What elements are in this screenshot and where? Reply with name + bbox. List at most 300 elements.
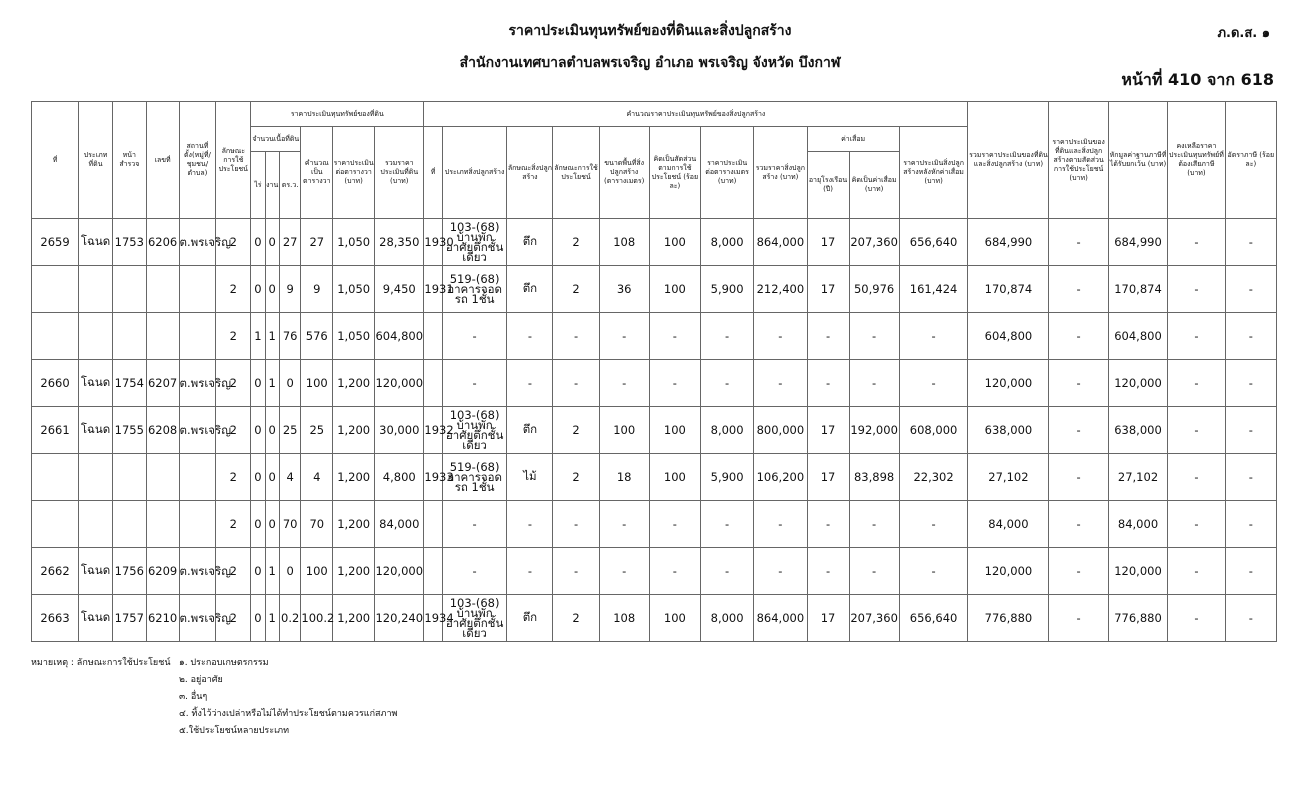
- col-building-share: คิดเป็นสัดส่วนตามการใช้ประโยชน์ (ร้อยละ): [649, 127, 700, 219]
- cell-number: [146, 313, 179, 360]
- table-row: [32, 219, 1277, 266]
- cell-price-per-wa: 1,200: [333, 360, 375, 407]
- cell-no: 2663: [32, 595, 79, 642]
- cell-location: ต.พรเจริญ: [179, 548, 216, 595]
- cell-b-share: 100: [649, 454, 700, 501]
- cell-land-use: 2: [216, 313, 251, 360]
- col-building-kind: ลักษณะสิ่งปลูกสร้าง: [507, 127, 553, 219]
- cell-b-total: 212,400: [754, 266, 807, 313]
- cell-sq-wa: 100: [301, 360, 333, 407]
- cell-land-use: 2: [216, 219, 251, 266]
- cell-location: [179, 454, 216, 501]
- cell-wa: 76: [279, 313, 301, 360]
- cell-number: 6206: [146, 219, 179, 266]
- cell-wa: 0: [279, 360, 301, 407]
- cell-ngan: 1: [265, 595, 279, 642]
- cell-wa: 0: [279, 548, 301, 595]
- cell-b-dep: -: [849, 548, 899, 595]
- cell-b-total: -: [754, 360, 807, 407]
- cell-b-type: 103-(68) บ้านพักอาศัยตึกชั้นเดียว: [442, 407, 507, 454]
- page-indicator: หน้าที่ 410 จาก 618: [1121, 70, 1274, 89]
- cell-b-price-m2: -: [700, 501, 753, 548]
- cell-sq-wa: 576: [301, 313, 333, 360]
- cell-sq-wa: 27: [301, 219, 333, 266]
- cell-no: [32, 454, 79, 501]
- cell-remaining: -: [1168, 595, 1225, 642]
- cell-ngan: 0: [265, 407, 279, 454]
- table-row: [32, 266, 1277, 313]
- cell-b-total: 864,000: [754, 595, 807, 642]
- cell-ngan: 1: [265, 360, 279, 407]
- cell-number: 6207: [146, 360, 179, 407]
- cell-rai: 0: [251, 266, 265, 313]
- cell-b-share: 100: [649, 219, 700, 266]
- cell-tax-rate: -: [1225, 454, 1276, 501]
- cell-location: [179, 266, 216, 313]
- cell-tax-rate: -: [1225, 313, 1276, 360]
- cell-land-type: [79, 454, 113, 501]
- cell-b-size: 18: [599, 454, 649, 501]
- cell-b-age: -: [807, 360, 849, 407]
- cell-exemption: 684,990: [1108, 219, 1167, 266]
- cell-rai: 0: [251, 360, 265, 407]
- cell-b-kind: -: [507, 360, 553, 407]
- cell-exemption: 27,102: [1108, 454, 1167, 501]
- cell-b-age: 17: [807, 407, 849, 454]
- cell-b-share: 100: [649, 407, 700, 454]
- cell-b-after-dep: 608,000: [899, 407, 968, 454]
- cell-b-age: 17: [807, 266, 849, 313]
- cell-land-type: โฉนด: [79, 219, 113, 266]
- cell-b-use: 2: [553, 454, 599, 501]
- cell-b-size: -: [599, 548, 649, 595]
- cell-grand-total: 604,800: [968, 313, 1049, 360]
- cell-b-size: -: [599, 501, 649, 548]
- cell-b-use: 2: [553, 407, 599, 454]
- cell-remaining: -: [1168, 501, 1225, 548]
- cell-remaining: -: [1168, 266, 1225, 313]
- table-row: [32, 407, 1277, 454]
- cell-b-age: 17: [807, 454, 849, 501]
- cell-remaining: -: [1168, 407, 1225, 454]
- cell-b-after-dep: 22,302: [899, 454, 968, 501]
- cell-price-per-wa: 1,200: [333, 501, 375, 548]
- cell-prop-value: -: [1049, 360, 1108, 407]
- cell-b-type: -: [442, 360, 507, 407]
- cell-b-total: 864,000: [754, 219, 807, 266]
- cell-land-total: 28,350: [375, 219, 424, 266]
- cell-b-after-dep: 656,640: [899, 219, 968, 266]
- cell-b-use: -: [553, 501, 599, 548]
- cell-b-price-m2: -: [700, 313, 753, 360]
- table-row: [32, 360, 1277, 407]
- cell-survey-page: 1757: [112, 595, 146, 642]
- cell-b-dep: -: [849, 501, 899, 548]
- cell-land-total: 4,800: [375, 454, 424, 501]
- cell-b-use: 2: [553, 219, 599, 266]
- cell-b-size: -: [599, 360, 649, 407]
- col-price-per-wa: ราคาประเมินต่อตารางวา (บาท): [333, 127, 375, 219]
- cell-exemption: 638,000: [1108, 407, 1167, 454]
- cell-b-use: -: [553, 548, 599, 595]
- cell-tax-rate: -: [1225, 407, 1276, 454]
- col-building-size: ขนาดพื้นที่สิ่งปลูกสร้าง (ตารางเมตร): [599, 127, 649, 219]
- col-building-total: รวมราคาสิ่งปลูกสร้าง (บาท): [754, 127, 807, 219]
- cell-b-use: -: [553, 313, 599, 360]
- note-item: ๕.ใช้ประโยชน์หลายประเภท: [179, 726, 290, 736]
- cell-b-size: 108: [599, 219, 649, 266]
- cell-exemption: 604,800: [1108, 313, 1167, 360]
- table-row: [32, 501, 1277, 548]
- cell-b-kind: ไม้: [507, 454, 553, 501]
- cell-b-share: 100: [649, 595, 700, 642]
- cell-land-use: 2: [216, 360, 251, 407]
- cell-b-no: 1934: [424, 595, 442, 642]
- cell-ngan: 0: [265, 266, 279, 313]
- col-sq-wa: คำนวณเป็นตารางวา: [301, 127, 333, 219]
- cell-wa: 70: [279, 501, 301, 548]
- cell-b-dep: 50,976: [849, 266, 899, 313]
- cell-sq-wa: 100.2: [301, 595, 333, 642]
- cell-prop-value: -: [1049, 501, 1108, 548]
- cell-no: [32, 501, 79, 548]
- cell-number: [146, 501, 179, 548]
- group-depreciation: ค่าเสื่อม: [807, 127, 899, 152]
- table-row: [32, 313, 1277, 360]
- cell-b-total: -: [754, 501, 807, 548]
- cell-exemption: 776,880: [1108, 595, 1167, 642]
- cell-prop-value: -: [1049, 266, 1108, 313]
- cell-b-kind: -: [507, 501, 553, 548]
- col-remaining: คงเหลือราคาประเมินทุนทรัพย์ที่ต้องเสียภาษี (บาท): [1168, 102, 1225, 219]
- cell-b-size: 36: [599, 266, 649, 313]
- cell-grand-total: 120,000: [968, 548, 1049, 595]
- cell-sq-wa: 25: [301, 407, 333, 454]
- cell-b-dep: -: [849, 360, 899, 407]
- col-survey-page: หน้าสำรวจ: [112, 102, 146, 219]
- cell-b-type: -: [442, 313, 507, 360]
- cell-location: [179, 313, 216, 360]
- cell-b-size: 100: [599, 407, 649, 454]
- cell-b-use: -: [553, 360, 599, 407]
- cell-ngan: 0: [265, 501, 279, 548]
- table-body: [32, 219, 1277, 642]
- cell-land-use: 2: [216, 266, 251, 313]
- cell-b-size: 108: [599, 595, 649, 642]
- col-wa: ตร.ว.: [279, 152, 301, 219]
- cell-b-share: -: [649, 313, 700, 360]
- cell-land-type: [79, 313, 113, 360]
- cell-land-total: 30,000: [375, 407, 424, 454]
- cell-land-type: [79, 266, 113, 313]
- cell-ngan: 1: [265, 548, 279, 595]
- cell-rai: 0: [251, 548, 265, 595]
- notes-heading: หมายเหตุ : ลักษณะการใช้ประโยชน์: [31, 658, 171, 668]
- cell-price-per-wa: 1,050: [333, 266, 375, 313]
- cell-b-after-dep: -: [899, 313, 968, 360]
- cell-exemption: 84,000: [1108, 501, 1167, 548]
- cell-grand-total: 84,000: [968, 501, 1049, 548]
- cell-b-total: 800,000: [754, 407, 807, 454]
- cell-land-type: โฉนด: [79, 548, 113, 595]
- cell-number: 6210: [146, 595, 179, 642]
- cell-sq-wa: 100: [301, 548, 333, 595]
- cell-no: [32, 313, 79, 360]
- cell-b-no: [424, 501, 442, 548]
- cell-prop-value: -: [1049, 219, 1108, 266]
- cell-ngan: 1: [265, 313, 279, 360]
- cell-land-total: 120,000: [375, 548, 424, 595]
- col-land-total: รวมราคาประเมินที่ดิน (บาท): [375, 127, 424, 219]
- cell-location: ต.พรเจริญ: [179, 219, 216, 266]
- col-after-depreciation: ราคาประเมินสิ่งปลูกสร้างหลังหักค่าเสื่อม (บาท): [899, 127, 968, 219]
- cell-rai: 0: [251, 501, 265, 548]
- col-location: สถานที่ตั้ง(หมู่ที่/ชุมชน/ตำบล): [179, 102, 216, 219]
- cell-land-use: 2: [216, 548, 251, 595]
- form-code: ภ.ด.ส. ๑: [1217, 26, 1270, 41]
- cell-b-no: 1931: [424, 266, 442, 313]
- cell-b-age: 17: [807, 219, 849, 266]
- cell-b-price-m2: 5,900: [700, 266, 753, 313]
- group-building-value: คำนวณราคาประเมินทุนทรัพย์ของสิ่งปลูกสร้าง: [424, 102, 968, 127]
- col-building-no: ที่: [424, 127, 442, 219]
- cell-land-use: 2: [216, 595, 251, 642]
- cell-price-per-wa: 1,050: [333, 219, 375, 266]
- cell-land-type: โฉนด: [79, 360, 113, 407]
- cell-exemption: 170,874: [1108, 266, 1167, 313]
- cell-wa: 25: [279, 407, 301, 454]
- cell-land-use: 2: [216, 454, 251, 501]
- table-row: [32, 548, 1277, 595]
- cell-tax-rate: -: [1225, 501, 1276, 548]
- cell-tax-rate: -: [1225, 548, 1276, 595]
- cell-survey-page: 1754: [112, 360, 146, 407]
- assessment-table: [31, 101, 1277, 642]
- cell-land-type: โฉนด: [79, 595, 113, 642]
- note-item: ๓. อื่นๆ: [179, 692, 208, 702]
- table-row: [32, 595, 1277, 642]
- col-prop-value: ราคาประเมินของที่ดินและสิ่งปลูกสร้างตามสัดส่วนการใช้ประโยชน์ (บาท): [1049, 102, 1108, 219]
- col-land-type: ประเภทที่ดิน: [79, 102, 113, 219]
- cell-b-kind: ตึก: [507, 266, 553, 313]
- cell-price-per-wa: 1,050: [333, 313, 375, 360]
- cell-location: ต.พรเจริญ: [179, 360, 216, 407]
- cell-b-total: 106,200: [754, 454, 807, 501]
- cell-b-price-m2: 8,000: [700, 595, 753, 642]
- cell-b-price-m2: -: [700, 548, 753, 595]
- cell-land-total: 604,800: [375, 313, 424, 360]
- cell-exemption: 120,000: [1108, 548, 1167, 595]
- cell-survey-page: 1755: [112, 407, 146, 454]
- cell-b-share: -: [649, 360, 700, 407]
- cell-location: ต.พรเจริญ: [179, 407, 216, 454]
- cell-b-kind: ตึก: [507, 595, 553, 642]
- cell-remaining: -: [1168, 548, 1225, 595]
- cell-b-type: -: [442, 548, 507, 595]
- cell-prop-value: -: [1049, 548, 1108, 595]
- cell-survey-page: [112, 454, 146, 501]
- cell-b-age: -: [807, 313, 849, 360]
- cell-grand-total: 638,000: [968, 407, 1049, 454]
- cell-rai: 0: [251, 219, 265, 266]
- cell-b-dep: 83,898: [849, 454, 899, 501]
- cell-survey-page: [112, 266, 146, 313]
- cell-b-price-m2: 8,000: [700, 407, 753, 454]
- cell-b-type: 103-(68) บ้านพักอาศัยตึกชั้นเดียว: [442, 219, 507, 266]
- cell-land-use: 2: [216, 501, 251, 548]
- note-item: ๑. ประกอบเกษตรกรรม: [179, 658, 269, 668]
- cell-number: [146, 454, 179, 501]
- col-building-type: ประเภทสิ่งปลูกสร้าง: [442, 127, 507, 219]
- cell-grand-total: 120,000: [968, 360, 1049, 407]
- cell-b-price-m2: -: [700, 360, 753, 407]
- cell-b-type: 519-(68) อาคารจอดรถ 1ชั้น: [442, 454, 507, 501]
- cell-b-after-dep: -: [899, 501, 968, 548]
- col-ngan: งาน: [265, 152, 279, 219]
- table-header: [32, 102, 1277, 219]
- cell-wa: 27: [279, 219, 301, 266]
- cell-land-type: โฉนด: [79, 407, 113, 454]
- cell-tax-rate: -: [1225, 360, 1276, 407]
- cell-b-share: -: [649, 501, 700, 548]
- cell-b-size: -: [599, 313, 649, 360]
- cell-b-use: 2: [553, 266, 599, 313]
- cell-sq-wa: 9: [301, 266, 333, 313]
- cell-remaining: -: [1168, 360, 1225, 407]
- notes: [31, 655, 397, 740]
- cell-b-after-dep: -: [899, 548, 968, 595]
- cell-b-type: 103-(68) บ้านพักอาศัยตึกชั้นเดียว: [442, 595, 507, 642]
- cell-land-total: 120,240: [375, 595, 424, 642]
- cell-grand-total: 170,874: [968, 266, 1049, 313]
- cell-wa: 9: [279, 266, 301, 313]
- cell-b-after-dep: 656,640: [899, 595, 968, 642]
- col-building-use: ลักษณะการใช้ประโยชน์: [553, 127, 599, 219]
- cell-b-no: [424, 313, 442, 360]
- col-building-age: อายุโรงเรือน (ปี): [807, 152, 849, 219]
- cell-survey-page: 1753: [112, 219, 146, 266]
- cell-b-kind: ตึก: [507, 407, 553, 454]
- cell-rai: 1: [251, 313, 265, 360]
- cell-prop-value: -: [1049, 595, 1108, 642]
- cell-tax-rate: -: [1225, 266, 1276, 313]
- page-subtitle: สำนักงานเทศบาลตำบลพรเจริญ อำเภอ พรเจริญ จังหวัด บึงกาฬ: [459, 55, 841, 71]
- cell-b-age: 17: [807, 595, 849, 642]
- cell-sq-wa: 4: [301, 454, 333, 501]
- cell-b-no: 1932: [424, 407, 442, 454]
- cell-remaining: -: [1168, 219, 1225, 266]
- cell-wa: 4: [279, 454, 301, 501]
- cell-sq-wa: 70: [301, 501, 333, 548]
- cell-land-use: 2: [216, 407, 251, 454]
- col-tax-rate: อัตราภาษี (ร้อยละ): [1225, 102, 1276, 219]
- cell-tax-rate: -: [1225, 219, 1276, 266]
- cell-b-after-dep: -: [899, 360, 968, 407]
- col-exemption: หักมูลค่าฐานภาษีที่ได้รับยกเว้น (บาท): [1108, 102, 1167, 219]
- group-land-value: ราคาประเมินทุนทรัพย์ของที่ดิน: [251, 102, 424, 127]
- cell-rai: 0: [251, 595, 265, 642]
- note-item: ๒. อยู่อาศัย: [179, 675, 223, 685]
- col-depreciation: คิดเป็นค่าเสื่อม (บาท): [849, 152, 899, 219]
- cell-number: 6208: [146, 407, 179, 454]
- cell-exemption: 120,000: [1108, 360, 1167, 407]
- cell-no: 2662: [32, 548, 79, 595]
- cell-b-dep: 207,360: [849, 595, 899, 642]
- cell-land-total: 120,000: [375, 360, 424, 407]
- cell-prop-value: -: [1049, 313, 1108, 360]
- cell-survey-page: 1756: [112, 548, 146, 595]
- cell-location: ต.พรเจริญ: [179, 595, 216, 642]
- cell-price-per-wa: 1,200: [333, 454, 375, 501]
- cell-rai: 0: [251, 407, 265, 454]
- cell-b-dep: 192,000: [849, 407, 899, 454]
- col-number: เลขที่: [146, 102, 179, 219]
- cell-grand-total: 684,990: [968, 219, 1049, 266]
- cell-b-dep: -: [849, 313, 899, 360]
- cell-b-dep: 207,360: [849, 219, 899, 266]
- cell-b-type: -: [442, 501, 507, 548]
- cell-no: 2660: [32, 360, 79, 407]
- cell-price-per-wa: 1,200: [333, 548, 375, 595]
- cell-rai: 0: [251, 454, 265, 501]
- col-grand-total: รวมราคาประเมินของที่ดินและสิ่งปลูกสร้าง (บาท): [968, 102, 1049, 219]
- col-building-price-m2: ราคาประเมินต่อตารางเมตร (บาท): [700, 127, 753, 219]
- col-no: ที่: [32, 102, 79, 219]
- cell-b-no: [424, 548, 442, 595]
- cell-b-total: -: [754, 313, 807, 360]
- table-row: [32, 454, 1277, 501]
- cell-b-no: [424, 360, 442, 407]
- page-title: ราคาประเมินทุนทรัพย์ของที่ดินและสิ่งปลูกสร้าง: [508, 23, 792, 39]
- cell-land-type: [79, 501, 113, 548]
- col-land-use: ลักษณะการใช้ประโยชน์: [216, 102, 251, 219]
- cell-wa: 0.2: [279, 595, 301, 642]
- cell-number: [146, 266, 179, 313]
- cell-no: 2659: [32, 219, 79, 266]
- cell-grand-total: 776,880: [968, 595, 1049, 642]
- cell-survey-page: [112, 501, 146, 548]
- cell-prop-value: -: [1049, 454, 1108, 501]
- cell-price-per-wa: 1,200: [333, 595, 375, 642]
- group-land-area: จำนวนเนื้อที่ดิน: [251, 127, 301, 152]
- cell-b-kind: -: [507, 548, 553, 595]
- cell-b-kind: ตึก: [507, 219, 553, 266]
- cell-b-no: 1933: [424, 454, 442, 501]
- cell-no: [32, 266, 79, 313]
- note-item: ๔. ทิ้งไว้ว่างเปล่าหรือไม่ได้ทำประโยชน์ตามควรแก่สภาพ: [179, 709, 398, 719]
- cell-remaining: -: [1168, 313, 1225, 360]
- cell-b-share: -: [649, 548, 700, 595]
- cell-b-price-m2: 8,000: [700, 219, 753, 266]
- cell-b-type: 519-(68) อาคารจอดรถ 1ชั้น: [442, 266, 507, 313]
- cell-prop-value: -: [1049, 407, 1108, 454]
- cell-price-per-wa: 1,200: [333, 407, 375, 454]
- cell-number: 6209: [146, 548, 179, 595]
- cell-ngan: 0: [265, 219, 279, 266]
- cell-remaining: -: [1168, 454, 1225, 501]
- cell-b-kind: -: [507, 313, 553, 360]
- cell-land-total: 84,000: [375, 501, 424, 548]
- cell-location: [179, 501, 216, 548]
- cell-b-age: -: [807, 548, 849, 595]
- cell-b-no: 1930: [424, 219, 442, 266]
- cell-b-price-m2: 5,900: [700, 454, 753, 501]
- cell-land-total: 9,450: [375, 266, 424, 313]
- col-rai: ไร่: [251, 152, 265, 219]
- cell-survey-page: [112, 313, 146, 360]
- cell-grand-total: 27,102: [968, 454, 1049, 501]
- cell-no: 2661: [32, 407, 79, 454]
